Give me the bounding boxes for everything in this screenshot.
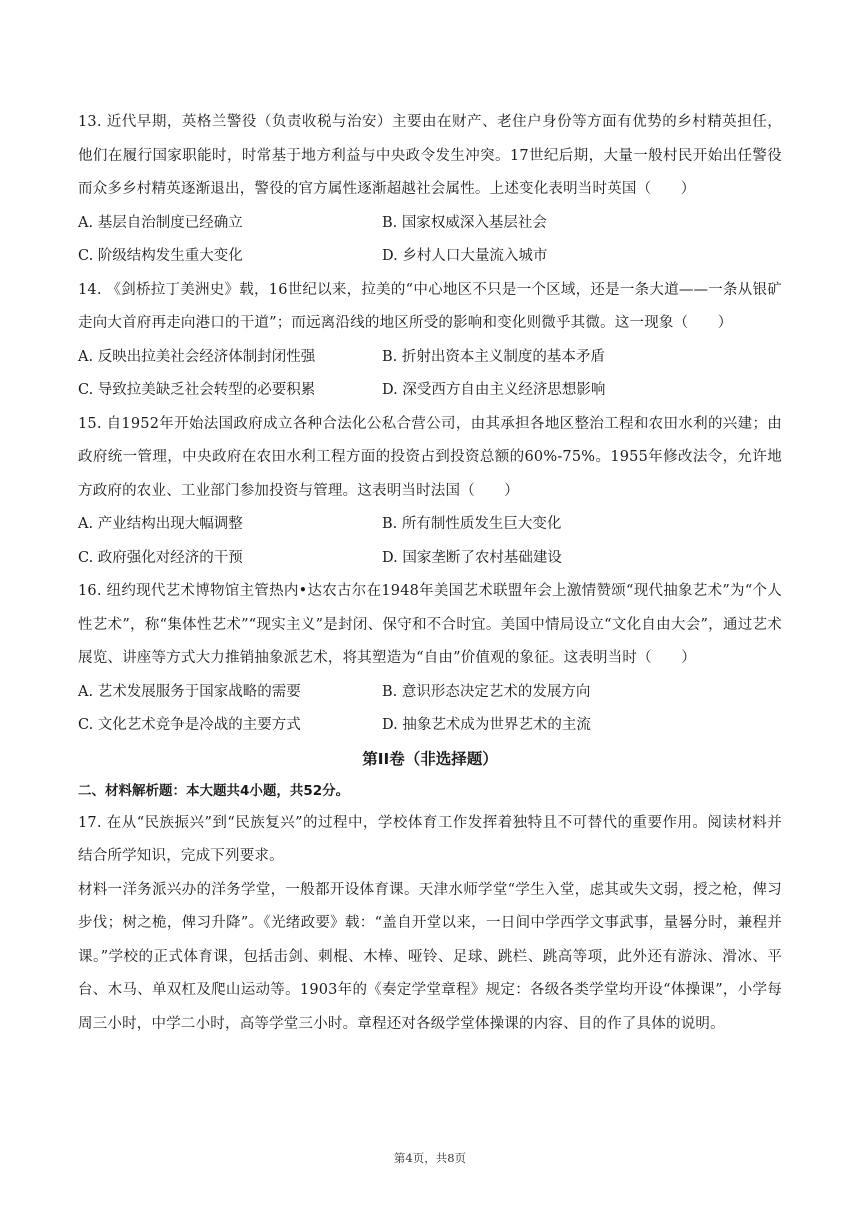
- question-13: [78, 106, 782, 274]
- option-b: B. 国家权威深入基层社会: [382, 214, 547, 231]
- option-b: B. 所有制性质发生巨大变化: [382, 516, 562, 532]
- option-b: B. 折射出资本主义制度的基本矛盾: [382, 348, 605, 365]
- option-row: [78, 240, 782, 274]
- exam-page: [78, 106, 782, 1041]
- page-footer: 第4页，共8页: [393, 1151, 467, 1165]
- question-15: [78, 408, 782, 576]
- question-stem: 14. 《剑桥拉丁美洲史》载，16世纪以来，拉美的“中心地区不只是一个区域，还是一条大道——一条从银矿走向大首府再走向港口的干道”；而远离沿线的地区所受的影响和变化则微乎其微。这一现象（ ）: [78, 281, 782, 331]
- option-row: [78, 341, 782, 375]
- option-row: [78, 374, 782, 408]
- question-stem: 15. 自1952年开始法国政府成立各种合法化公私合营公司，由其承担各地区整治工程和农田水利的兴建；由政府统一管理，中央政府在农田水利工程方面的投资占到投资总额的60%-75%。1955年修改法令，允许地方政府的农业、工业部门参加投资与管理。这表明当时法国（ ）: [78, 415, 782, 499]
- option-d: D. 乡村人口大量流入城市: [382, 248, 548, 264]
- option-c: C. 文化艺术竞争是冷战的主要方式: [78, 717, 301, 733]
- option-d: D. 深受西方自由主义经济思想影响: [382, 382, 606, 398]
- question-stem: 13. 近代早期，英格兰警役（负责收税与治安）主要由在财产、老住户身份等方面有优势的乡村精英担任，他们在履行国家职能时，时常基于地方利益与中央政令发生冲突。17世纪后期，大量一般村民开始出任警役而众多乡村精英逐渐退出，警役的官方属性逐渐超越社会属性。上述变化表明当时英国（ ）: [78, 114, 782, 197]
- option-c: C. 政府强化对经济的干预: [78, 549, 243, 566]
- question-16: [78, 575, 782, 743]
- option-row: [78, 709, 782, 743]
- option-b: B. 意识形态决定艺术的发展方向: [382, 683, 591, 700]
- option-row: [78, 542, 782, 576]
- section-title: 第II卷（非选择题）: [362, 749, 498, 768]
- question-stem: 16. 纽约现代艺术博物馆主管热内•达农古尔在1948年美国艺术联盟年会上激情赞颂“现代抽象艺术”为“个人性艺术”，称“集体性艺术”“现实主义”是封闭、保守和不合时宜。美国中情局设立“文化自由大会”，通过艺术展览、讲座等方式大力推销抽象派艺术，将其塑造为“自由”价值观的象征。这表明当时（ ）: [78, 583, 782, 666]
- option-d: D. 抽象艺术成为世界艺术的主流: [382, 717, 591, 733]
- question-stem: 17. 在从“民族振兴”到“民族复兴”的过程中，学校体育工作发挥着独特且不可替代的重要作用。阅读材料并结合所学知识，完成下列要求。: [78, 814, 782, 864]
- option-d: D. 国家垄断了农村基础建设: [382, 549, 562, 566]
- option-a: A. 艺术发展服务于国家战略的需要: [78, 683, 301, 700]
- material-text: 材料一洋务派兴办的洋务学堂，一般都开设体育课。天津水师学堂“学生入堂，虑其或失文弱，授之枪，俾习步伐；树之桅，俾习升降”。《光绪政要》载：“盖自开堂以来，一日间中学西学文事武事，量晷分时，兼程并课。”学校的正式体育课，包括击剑、刺棍、木棒、哑铃、足球、跳栏、跳高等项，此外还有游泳、滑冰、平台、木马、单双杠及爬山运动等。1903年的《奏定学堂章程》规定：各级各类学堂均开设“体操课”，小学每周三小时，中学二小时，高等学堂三小时。章程还对各级学堂体操课的内容、目的作了具体的说明。: [78, 881, 782, 1032]
- option-a: A. 反映出拉美社会经济体制封闭性强: [78, 348, 316, 365]
- question-14: [78, 274, 782, 408]
- option-row: [78, 508, 782, 542]
- option-c: C. 阶级结构发生重大变化: [78, 248, 243, 264]
- option-row: [78, 207, 782, 241]
- option-row: [78, 676, 782, 710]
- part-heading: 二、材料解析题：本大题共4小题，共52分。: [78, 782, 350, 799]
- question-17: [78, 807, 782, 1042]
- option-a: A. 产业结构出现大幅调整: [78, 516, 243, 532]
- option-a: A. 基层自治制度已经确立: [78, 214, 243, 231]
- option-c: C. 导致拉美缺乏社会转型的必要积累: [78, 382, 316, 398]
